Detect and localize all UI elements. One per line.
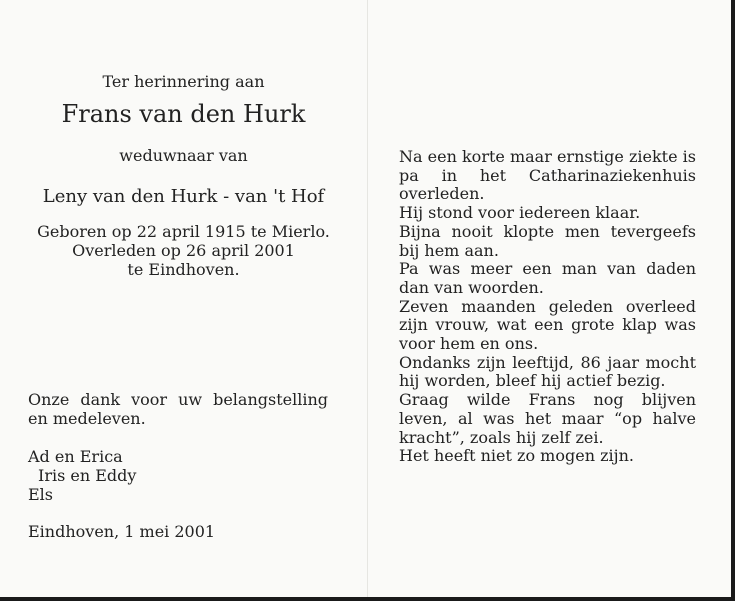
spouse-name: Leny van den Hurk - van 't Hof [42, 186, 325, 207]
death-line: Overleden op 26 april 2001 [72, 241, 295, 260]
family-line: Iris en Eddy [38, 466, 137, 485]
left-panel [0, 0, 367, 597]
memorial-paragraph: Hij stond voor iedereen klaar. [399, 203, 641, 223]
memorial-paragraph: Het heeft niet zo mogen zijn. [399, 446, 634, 466]
memorial-paragraph: Na een korte maar ernstige ziekte is pa in het Catharinaziekenhuis overleden. [399, 147, 696, 204]
family-line: Els [28, 485, 54, 504]
memorial-paragraph: Ondanks zijn leeftijd, 86 jaar mocht hij worden, bleef hij actief bezig. [399, 352, 696, 391]
family-line: Ad en Erica [28, 447, 123, 466]
right-panel [368, 0, 731, 597]
memorial-paragraph: Zeven maanden geleden overleed zijn vrouw, wat een grote klap was voor hem en ons. [399, 296, 696, 354]
intro-text: Ter herinnering aan [102, 72, 265, 91]
memorial-paragraph: Bijna nooit klopte men tevergeefs bij hem aan. [399, 221, 696, 260]
birth-line: Geboren op 22 april 1915 te Mierlo. [37, 222, 330, 241]
memorial-paragraph: Graag wilde Frans nog blijven leven, al was het maar “op halve kracht”, zoals hij zelf zei. [399, 390, 696, 447]
family-list [28, 447, 136, 504]
thanks-text: Onze dank voor uw belangstelling en medeleven. [28, 390, 328, 428]
memorial-paragraph: Pa was meer een man van daden dan van woorden. [399, 259, 696, 297]
death-place-line: te Eindhoven. [127, 260, 240, 279]
deceased-name: Frans van den Hurk [61, 100, 306, 128]
place-date: Eindhoven, 1 mei 2001 [28, 522, 216, 541]
memorial-text [399, 148, 696, 466]
widower-text: weduwnaar van [119, 146, 248, 165]
life-dates [0, 222, 367, 279]
